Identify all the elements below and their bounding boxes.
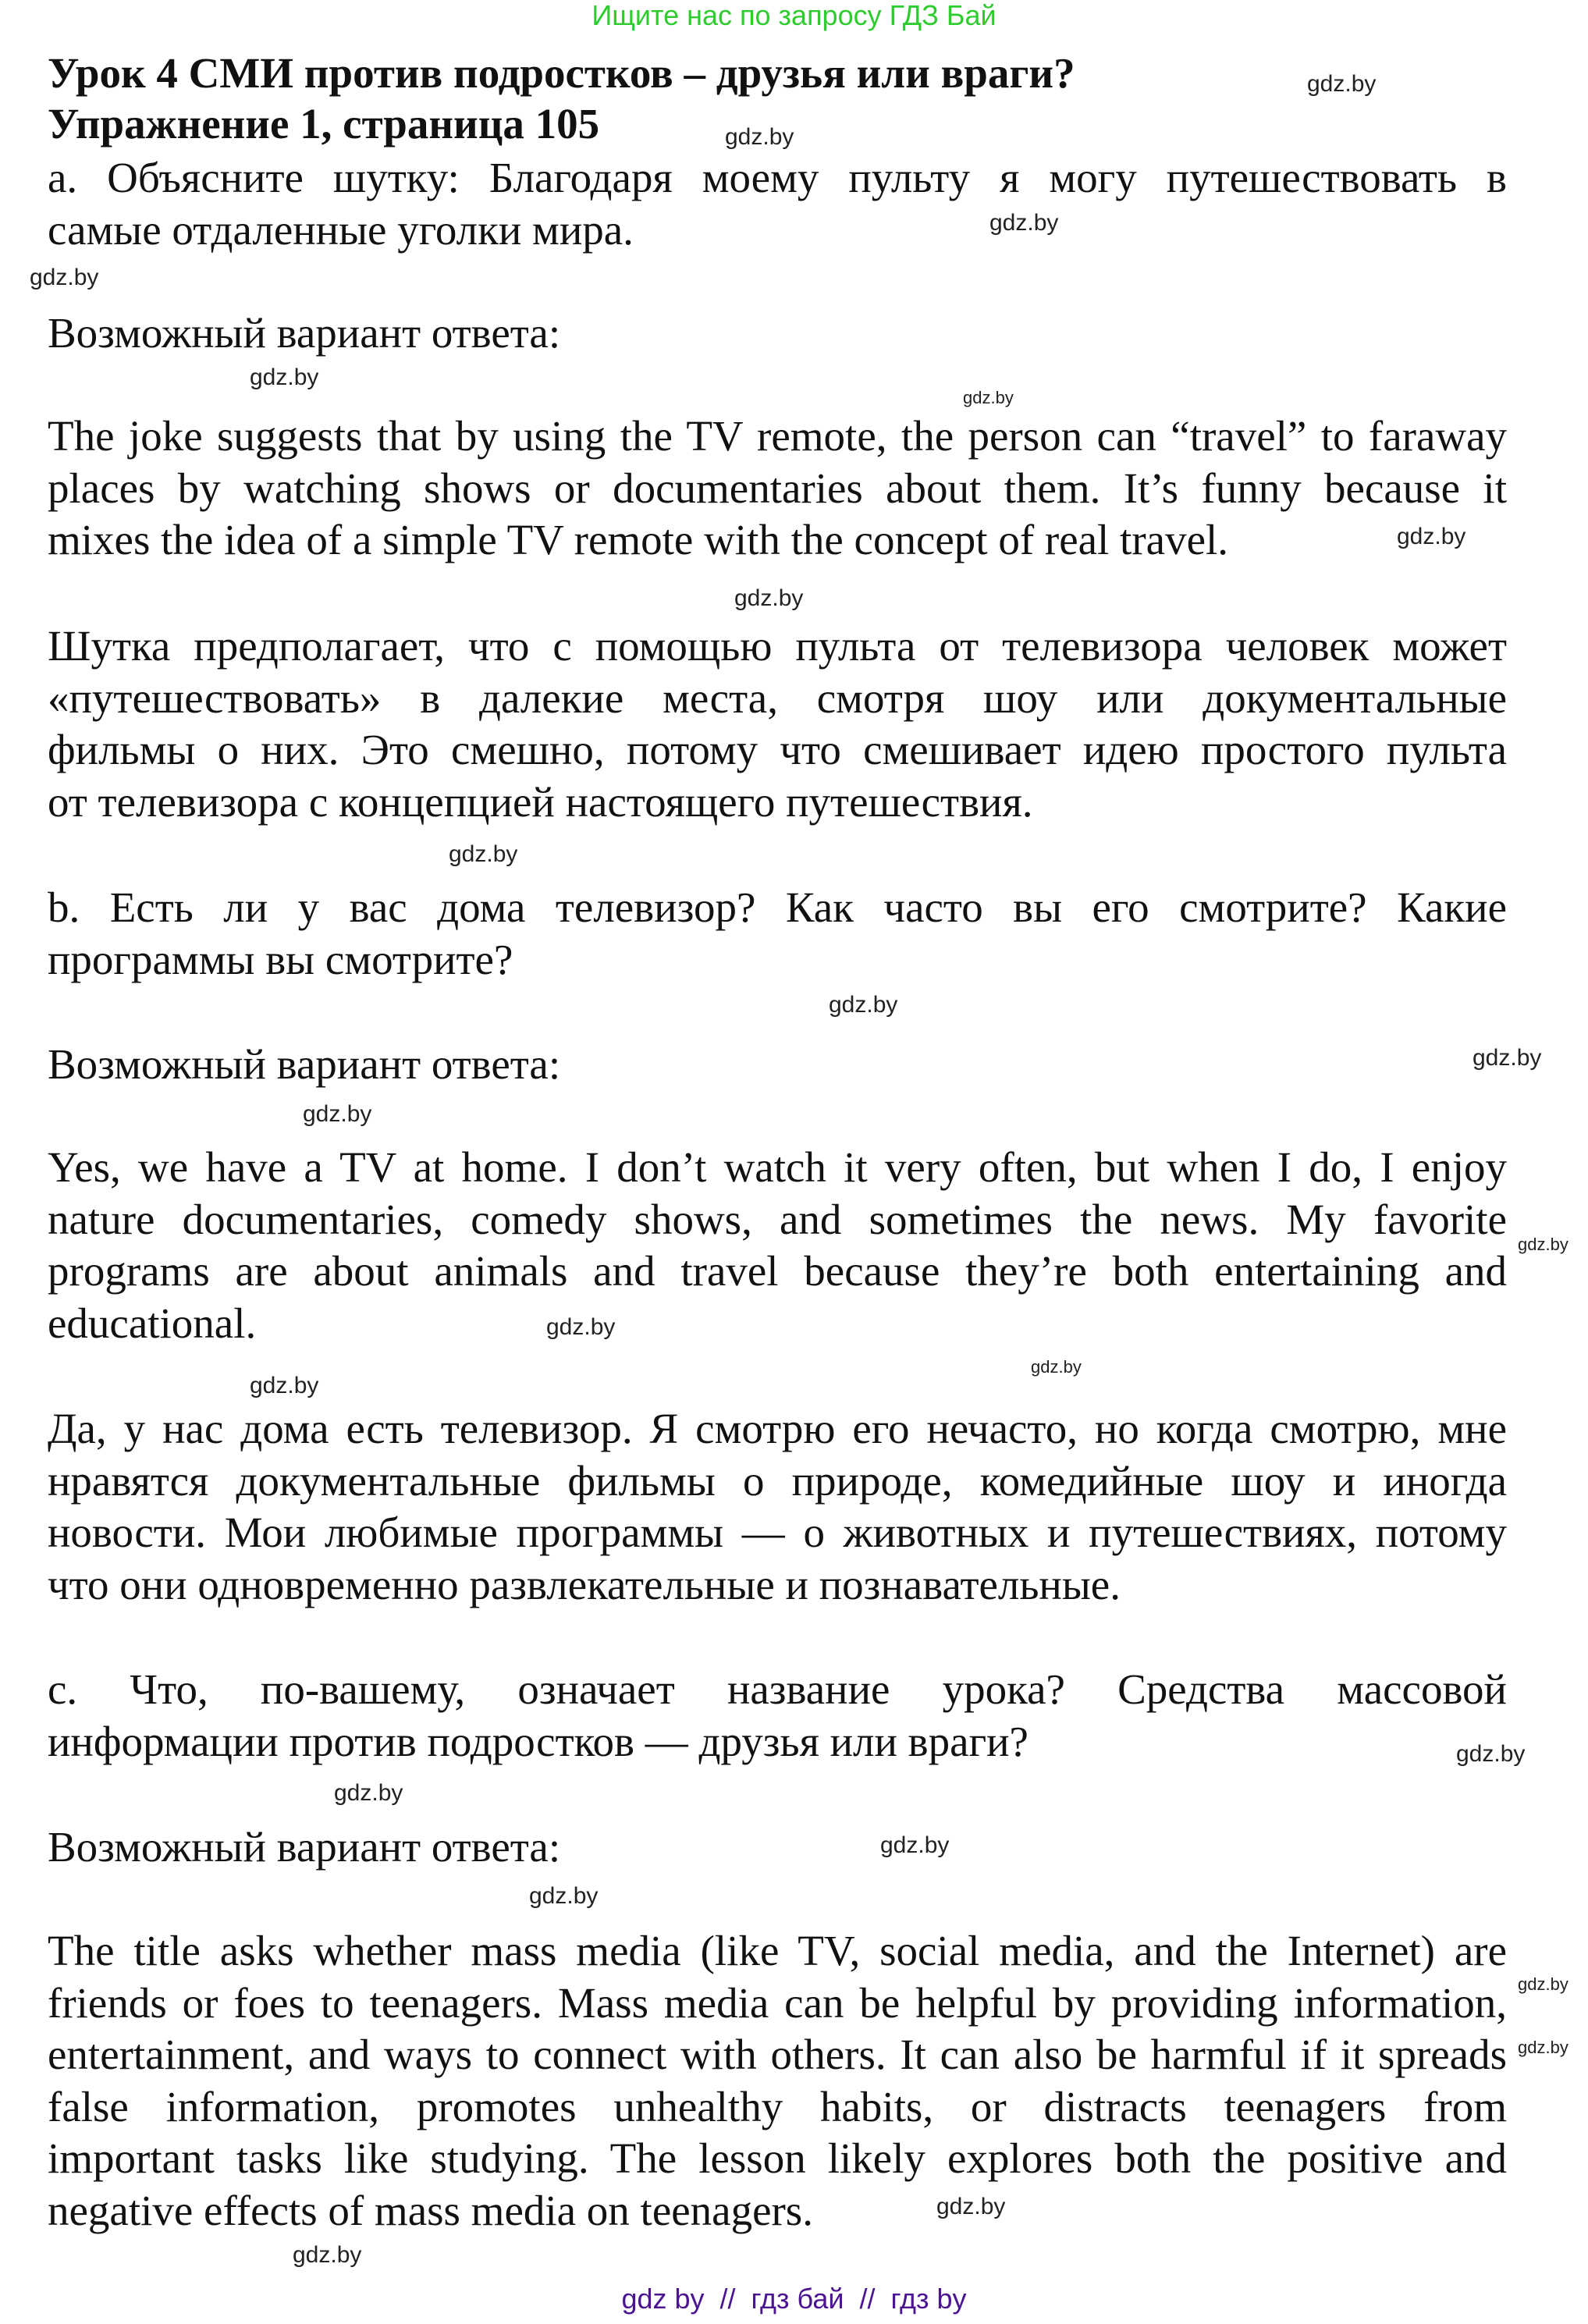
text-line: нравятся документальные фильмы о природе, комедийные шоу и иногда (48, 1456, 1507, 1505)
watermark: gdz.by (829, 992, 898, 1018)
text-line: places by watching shows or documentaries about them. It’s funny because it (48, 464, 1507, 512)
question-a (48, 152, 1507, 256)
exercise-title: Упражнение 1, страница 105 (48, 100, 600, 147)
answer-english-b (48, 1142, 1507, 1349)
answer-label-b (48, 1039, 1507, 1091)
answer-russian-a (48, 620, 1507, 828)
text-line: самые отдаленные уголки мира. (48, 205, 634, 254)
answer-english-a (48, 410, 1507, 567)
text-line: a. Объясните шутку: Благодаря моему пульту я могу путешествовать в (48, 154, 1507, 201)
watermark: gdz.by (1518, 2038, 1568, 2057)
watermark: gdz.by (30, 265, 99, 290)
text-line: что они одновременно развлекательные и познавательные. (48, 1560, 1121, 1608)
text-line: important tasks like studying. The lesson likely explores both the positive and (48, 2134, 1507, 2183)
watermark: gdz.by (1473, 1045, 1542, 1071)
answer-label-a (48, 307, 1507, 360)
text-line: b. Есть ли у вас дома телевизор? Как часто вы его смотрите? Какие (48, 883, 1507, 931)
text-line: nature documentaries, comedy shows, and sometimes the news. My favorite (48, 1195, 1507, 1243)
text-line: новости. Мои любимые программы — о животных и путешествиях, потому (48, 1508, 1507, 1557)
text-line: Yes, we have a TV at home. I don’t watch it very often, but when I do, I enjoy (48, 1143, 1507, 1191)
text-line: false information, promotes unhealthy habits, or distracts teenagers from (48, 2082, 1507, 2130)
answer-label-text: Возможный вариант ответа: (48, 309, 561, 357)
text-line: программы вы смотрите? (48, 935, 513, 983)
text-line: friends or foes to teenagers. Mass media can be helpful by providing information, (48, 1978, 1507, 2027)
text-line: Да, у нас дома есть телевизор. Я смотрю его нечасто, но когда смотрю, мне (48, 1405, 1507, 1452)
watermark: gdz.by (989, 210, 1059, 236)
text-line: информации против подростков — друзья или враги? (48, 1717, 1028, 1765)
footer-links: gdz by // гдз бай // гдз by (621, 2283, 967, 2315)
text-line: Шутка предполагает, что с помощью пульта от телевизора человек может (48, 622, 1507, 670)
watermark: gdz.by (936, 2194, 1006, 2219)
watermark: gdz.by (334, 1780, 403, 1806)
watermark: gdz.by (725, 124, 794, 150)
question-b (48, 882, 1507, 986)
watermark: gdz.by (449, 841, 518, 867)
watermark: gdz.by (303, 1101, 372, 1127)
text-line: от телевизора с концепцией настоящего путешествия. (48, 777, 1033, 826)
answer-english-c (48, 1925, 1507, 2237)
watermark: gdz.by (880, 1832, 950, 1858)
watermark: gdz.by (1518, 1974, 1568, 1994)
watermark: gdz.by (1031, 1357, 1082, 1377)
answer-russian-b (48, 1403, 1507, 1611)
watermark: gdz.by (1307, 71, 1377, 97)
watermark: gdz.by (250, 1373, 319, 1398)
text-line: negative effects of mass media on teenagers. (48, 2186, 813, 2234)
watermark: gdz.by (1456, 1741, 1526, 1767)
text-line: mixes the idea of a simple TV remote with the concept of real travel. (48, 516, 1229, 564)
answer-label-text: Возможный вариант ответа: (48, 1823, 561, 1871)
text-line: entertainment, and ways to connect with others. It can also be harmful if it spreads (48, 2031, 1507, 2079)
answer-label-text: Возможный вариант ответа: (48, 1040, 561, 1088)
watermark: gdz.by (963, 388, 1014, 407)
watermark: gdz.by (1518, 1235, 1568, 1254)
text-line: c. Что, по-вашему, означает название урока? Средства массовой (48, 1665, 1507, 1713)
text-line: «путешествовать» в далекие места, смотря шоу или документальные (48, 673, 1507, 722)
text-line: фильмы о них. Это смешно, потому что смешивает идею простого пульта (48, 726, 1507, 774)
lesson-title: Урок 4 СМИ против подростков – друзья или враги? (48, 49, 1075, 97)
text-line: The joke suggests that by using the TV remote, the person can “travel” to faraway (48, 412, 1507, 460)
question-c (48, 1664, 1507, 1768)
watermark: gdz.by (734, 585, 804, 611)
watermark: gdz.by (293, 2242, 362, 2268)
answer-label-c (48, 1821, 1507, 1874)
watermark: gdz.by (529, 1883, 599, 1909)
watermark: gdz.by (250, 364, 319, 390)
search-banner: Ищите нас по запросу ГДЗ Бай (592, 0, 996, 31)
text-line: The title asks whether mass media (like TV, social media, and the Internet) are (48, 1927, 1507, 1974)
text-line: educational. (48, 1299, 257, 1347)
watermark: gdz.by (546, 1314, 616, 1340)
text-line: programs are about animals and travel because they’re both entertaining and (48, 1247, 1507, 1295)
watermark: gdz.by (1397, 524, 1466, 549)
